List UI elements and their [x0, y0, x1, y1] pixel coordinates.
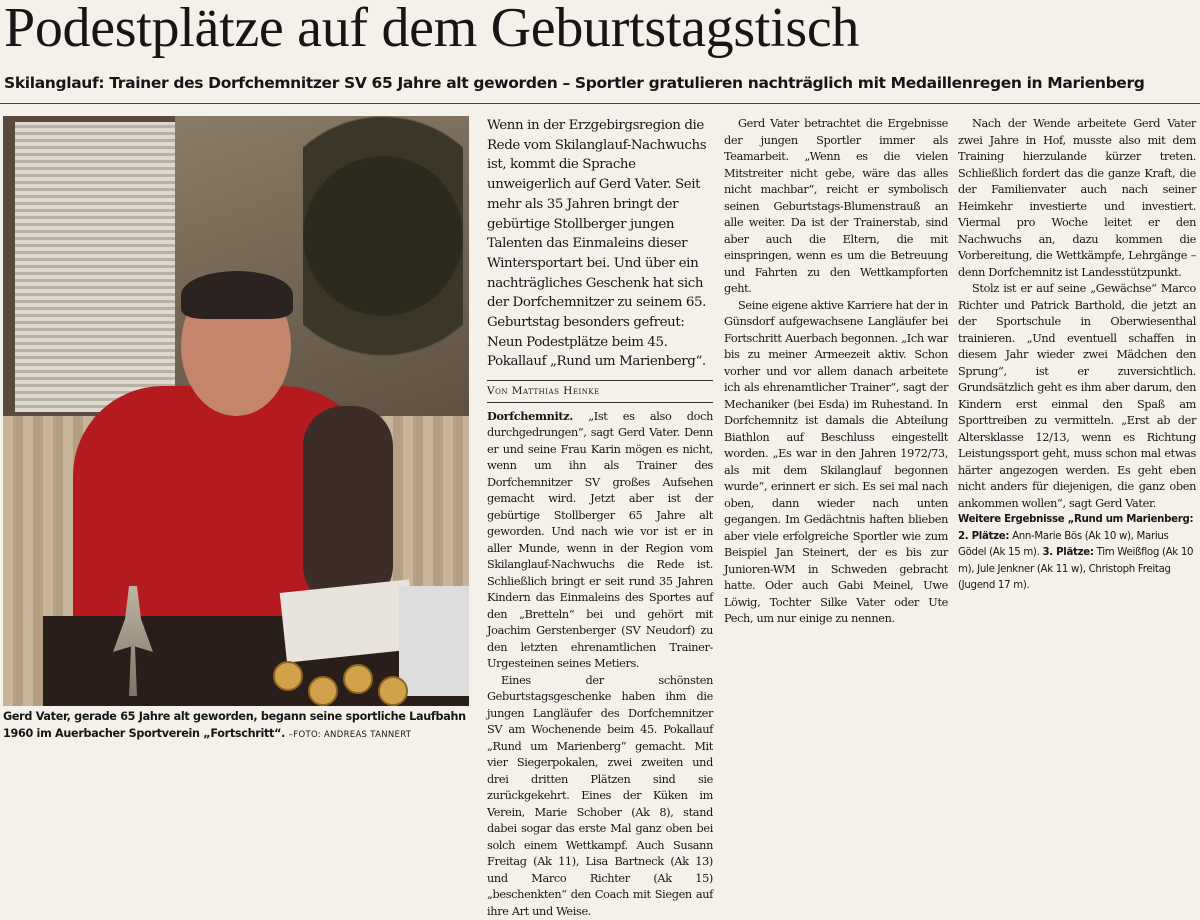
article-intro — [487, 116, 713, 372]
medal-icon — [308, 676, 338, 706]
article-column-2 — [724, 116, 948, 628]
results-box — [958, 512, 1196, 595]
photo-caption-text: Gerd Vater, gerade 65 Jahre alt geworden, begann seine sportliche Laufbahn 1960 im Auerbacher Sportverein „Fortschritt“. — [3, 710, 466, 740]
body-paragraph — [487, 408, 713, 673]
subheadline: Skilanglauf: Trainer des Dorfchemnitzer SV 65 Jahre alt geworden – Sportler gratulieren nachträglich mit Medaillenregen in Marienberg — [4, 74, 1145, 92]
results-place3: Tim Weißflog (Ak 10 m), Jule Jenkner (Ak 11 w), Christoph Freitag (Jugend 17 m). — [958, 547, 1194, 591]
byline: Von Matthias Heinke — [487, 380, 713, 403]
results-place2-label: 2. Plätze: — [958, 530, 1010, 542]
dateline: Dorfchemnitz. — [487, 408, 573, 423]
photo-card — [399, 586, 469, 696]
intro-paragraph: Wenn in der Erzgebirgsregion die Rede vom Skilanglauf-Nachwuchs ist, kommt die Sprache unweigerlich auf Gerd Vater. Seit mehr als 35 Jahren bringt der gebürtige Stollberger jungen Talenten das Einmaleins dieser Wintersportart bei. Und über ein nachträgliches Geschenk hat sich der Dorfchemnitzer zu seinem 65. Geburtstag besonders gefreut: Neun Podestplätze beim 45. Pokallauf „Rund um Marienberg“. — [487, 118, 707, 370]
article-photo — [3, 116, 469, 706]
article-column-1 — [487, 116, 713, 920]
medal-icon — [343, 664, 373, 694]
photo-card — [280, 579, 417, 662]
photo-plant — [303, 116, 463, 416]
results-heading: Weitere Ergebnisse „Rund um Marienberg: — [958, 514, 1194, 525]
photo-caption — [3, 708, 473, 744]
body-paragraph-5: Nach der Wende arbeitete Gerd Vater zwei Jahre in Hof, musste also mit dem Training hierzulande kürzer treten. Schließlich fordert das die ganze Kraft, die der Familienvater auch nach seiner Heimkehr investierte und investiert. Viermal pro Woche leitet er den Nachwuchs an, dazu kommen die Vorbereitung, die Wettkämpfe, Lehrgänge – denn Dorfchemnitz ist Landesstützpunkt. — [958, 117, 1196, 279]
results-place3-label: 3. Plätze: — [1042, 547, 1094, 558]
article-column-3 — [958, 116, 1196, 595]
body-paragraph-1: „Ist es also doch durchgedrungen“, sagt Gerd Vater. Denn er und seine Frau Karin mögen es nicht, wenn um ihn als Trainer des Dorfchemnitzer SV großes Aufsehen gemacht wird. Jetzt aber ist der gebürtige Stollberger 65 Jahre alt geworden. Und nach wie vor ist er in aller Munde, wenn in der Region vom Skilanglauf-Nachwuchs die Rede ist. Schließlich bringt er seit rund 35 Jahren Kindern das Einmaleins des Sportes auf den „Bretteln“ bei und gehört mit Joachim Gerstenberger (SV Neudorf) zu den letzten ehrenamtlichen Trainer-Urgesteinen seines Metiers. — [487, 409, 713, 671]
headline: Podestplätze auf dem Geburtstagstisch — [4, 0, 860, 59]
divider — [0, 103, 1200, 104]
photo-window-blinds — [15, 122, 175, 412]
body-paragraph-6: Stolz ist er auf seine „Gewächse“ Marco Richter und Patrick Barthold, die jetzt an der Sportschule in Oberwiesenthal trainieren. „Und eventuell schaffen in diesem Jahr wieder zwei Mädchen den Sprung“, ist er zuversichtlich. Grundsätzlich geht es ihm aber darum, den Kindern erst einmal den Spaß am Sporttreiben zu vermitteln. „Erst ab der Altersklasse 12/13, wenn es Richtung Leistungssport geht, muss schon mal etwas härter angezogen werden. Es geht eben nicht anders für diejenigen, die ganz oben ankommen wollen“, sagt Gerd Vater. — [958, 282, 1196, 510]
photo-hair — [181, 271, 293, 319]
medal-icon — [273, 661, 303, 691]
photo-sleeve-right — [303, 406, 393, 606]
body-paragraph-3: Gerd Vater betrachtet die Ergebnisse der jungen Sportler immer als Teamarbeit. „Wenn es die vielen Mitstreiter nicht gebe, wäre das alles nicht machbar“, reicht er symbolisch seinen Geburtstags-Blumenstrauß an alle weiter. Da ist der Trainerstab, sind aber auch die Eltern, die mit einspringen, wenn es um die Betreuung und Fahrten zu den Wettkampforten geht. — [724, 117, 948, 295]
medal-icon — [378, 676, 408, 706]
body-paragraph-4: Seine eigene aktive Karriere hat der in Günsdorf aufgewachsene Langläufer bei Fortschritt Auerbach begonnen. „Ich war bis zu meiner Armeezeit aktiv. Schon vorher und vor allem danach arbeitete ich als ehrenamtlicher Trainer“, sagt der Mechaniker (bei Esda) im Ruhestand. In Dorfchemnitz ist damals die Abteilung Biathlon auf Beschluss eingestellt worden. „Es war in den Jahren 1972/73, als mit dem Skilanglauf begonnen wurde“, erinnert er sich. Es sei mal nach oben, dann wieder nach unten gegangen. Im Gedächtnis haften blieben aber viele erfolgreiche Sportler wie zum Beispiel Jan Steinert, der es bis zur Junioren-WM in Schweden gebracht hatte. Oder auch Gabi Meinel, Uwe Löwig, Tochter Silke Vater oder Ute Pech, um nur einige zu nennen. — [724, 298, 948, 625]
results-place2: Ann-Marie Bös (Ak 10 w), Marius Gödel (Ak 15 m). — [958, 530, 1169, 558]
photo-credit: –FOTO: ANDREAS TANNERT — [288, 730, 412, 740]
body-paragraph-2: Eines der schönsten Geburtstagsgeschenke haben ihm die jungen Langläufer des Dorfchemnitzer SV am Wochenende beim 45. Pokallauf „Rund um Marienberg“ gemacht. Mit vier Siegerpokalen, zwei zweiten und drei dritten Plätzen sind sie zurückgekehrt. Eines der Küken im Verein, Marie Schober (Ak 8), stand dabei sogar das erste Mal ganz oben bei solch einem Wettkampf. Auch Susann Freitag (Ak 11), Lisa Bartneck (Ak 13) und Marco Richter (Ak 15) „beschenkten“ den Coach mit Siegen auf ihre Art und Weise. — [487, 673, 713, 918]
